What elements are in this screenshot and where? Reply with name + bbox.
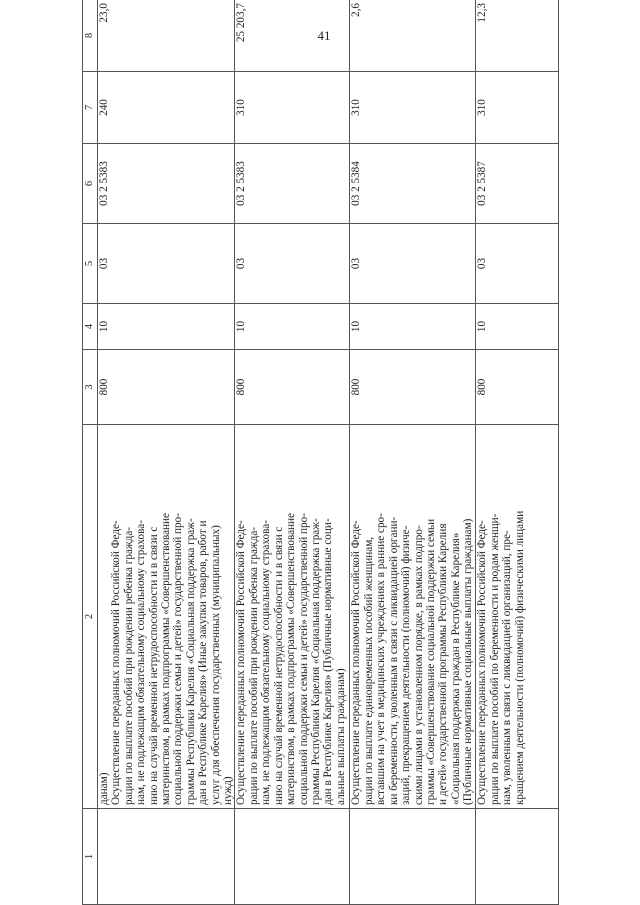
target-article-cell: 03 2 5387 [476,144,559,224]
column-header: 1 [83,809,98,905]
column-header: 3 [83,350,98,425]
ministry-code-cell: 800 [476,350,559,425]
amount-cell: 2,6 [350,0,476,72]
row-number-cell [350,809,476,905]
table-row [98,0,235,905]
amount-cell: 23,0 [98,0,235,72]
ministry-code-cell: 800 [350,350,476,425]
description-cell: Осуществление переданных полномочий Российской Феде- рации по выплате пособий при рождении ребенка гражда- нам, не подлежащим обязательному социальному страхова- нию на случай временной нетрудоспособности и в связи с материнством, в рамках подпрограммы «Совершенствование социальной поддержки семьи и детей» государственной про- граммы Республики Карелия «Социальная поддержка граж- дан в Республике Карелия» (Публичные нормативные соци- альные выплаты гражданам) [235,425,350,809]
description-cell: Осуществление переданных полномочий Российской Феде- рации по выплате пособий по беременности и родам женщи- нам, уволенным в связи с ликвидацией организаций, пре- кращением деятельности (полномочий) физическими лицами [476,425,559,809]
ministry-code-cell: 800 [235,350,350,425]
expense-type-cell: 310 [350,72,476,144]
target-article-cell: 03 2 5383 [98,144,235,224]
subsection-code-cell: 03 [235,224,350,304]
description-cell: данам) Осуществление переданных полномочий Российской Феде- рации по выплате пособий при рождении ребенка гражда- нам, не подлежащим обязательному социальному страхова- нию на случай временной нетрудоспособности и в связи с материнством, в рамках подпрограммы «Совершенствование социальной поддержки семьи и детей» государственной про- граммы Республики Карелия «Социальная поддержка граж- дан в Республике Карелия» (Иные закупки товаров, работ и услуг для обеспечения государственных (муниципальных) нужд) [98,425,235,809]
section-code-cell: 10 [350,304,476,350]
section-code-cell: 10 [235,304,350,350]
row-number-cell [98,809,235,905]
subsection-code-cell: 03 [350,224,476,304]
amount-cell: 12,3 [476,0,559,72]
column-header: 8 [83,0,98,72]
target-article-cell: 03 2 5384 [350,144,476,224]
table-row [476,0,559,905]
budget-table [82,0,559,905]
row-number-cell [235,809,350,905]
ministry-code-cell: 800 [98,350,235,425]
column-header: 2 [83,425,98,809]
amount-cell: 25 203,7 [235,0,350,72]
section-code-cell: 10 [476,304,559,350]
expense-type-cell: 310 [235,72,350,144]
subsection-code-cell: 03 [476,224,559,304]
row-number-cell [476,809,559,905]
column-header: 7 [83,72,98,144]
column-header: 6 [83,144,98,224]
description-cell: Осуществление переданных полномочий Российской Феде- рации по выплате единовременных пособий женщинам, вставшим на учет в медицинских учреждениях в ранние сро- ки беременности, уволенным в связи с ликвидацией органи- заций, прекращением деятельности (полномочий) физиче- скими лицами в установленном порядке, в рамках подпро- граммы «Совершенствование социальной поддержки семьи и детей» государственной программы Республики Карелия «Социальная поддержка граждан в Республике Карелия» (Публичные нормативные социальные выплаты гражданам) [350,425,476,809]
expense-type-cell: 240 [98,72,235,144]
column-header: 4 [83,304,98,350]
subsection-code-cell: 03 [98,224,235,304]
page-number: 41 [317,28,331,43]
expense-type-cell: 310 [476,72,559,144]
table-row [350,0,476,905]
table-row [235,0,350,905]
target-article-cell: 03 2 5383 [235,144,350,224]
section-code-cell: 10 [98,304,235,350]
table-header-row [83,0,98,905]
column-header: 5 [83,224,98,304]
rotated-table-container [82,0,556,905]
